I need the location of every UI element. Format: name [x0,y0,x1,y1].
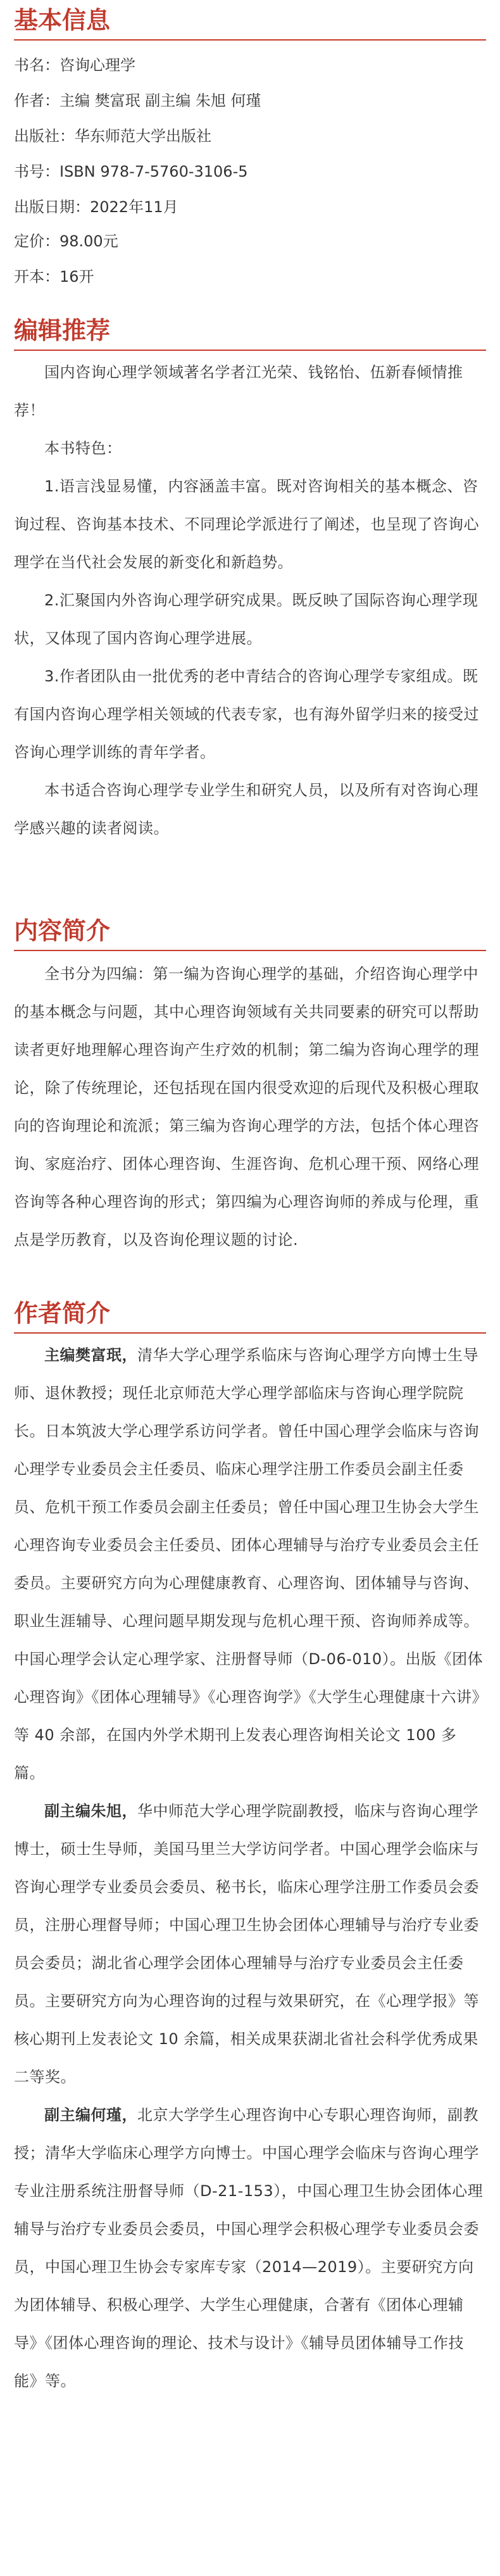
summary-body [14,955,486,1259]
author-name: 主编樊富珉， [44,1346,137,1364]
book-isbn: 书号：ISBN 978-7-5760-3106-5 [14,163,248,180]
section-recommendation [14,317,486,351]
divider [14,1332,486,1334]
section-title-authors: 作者简介 [14,1299,111,1327]
book-publisher: 出版社：华东师范大学出版社 [14,127,211,145]
author-text: 清华大学心理学系临床与咨询心理学方向博士生导师、退休教授；现任北京师范大学心理学部临床与咨询心理学院院长。日本筑波大学心理学系访问学者。曾任中国心理学会临床与咨询心理学专业委员会主任委员、临床心理学注册工作委员会副主任委员、危机干预工作委员会副主任委员；曾任中国心理卫生协会大学生心理咨询专业委员会主任委员、团体心理辅导与治疗专业委员会主任委员。主要研究方向为心理健康教育、心理咨询、团体辅导与咨询、职业生涯辅导、心理问题早期发现与危机心理干预、咨询师养成等。中国心理学会认定心理学家、注册督导师（D-06-010）。出版《团体心理咨询》《团体心理辅导》《心理咨询学》《大学生心理健康十六讲》等 40 余部，在国内外学术期刊上发表心理咨询相关论文 100 多篇。 [14,1346,484,1782]
divider [14,350,486,351]
author-bio [14,2096,486,2400]
book-format: 开本：16开 [14,268,94,286]
section-title-recommendation: 编辑推荐 [14,317,111,344]
section-authors [14,1299,486,1334]
recommendation-paragraph: 国内咨询心理学领域著名学者江光荣、钱铭怡、伍新春倾情推荐！ [14,363,463,419]
section-basic-info [14,0,486,41]
section-title-summary: 内容简介 [14,917,111,945]
author-name: 副主编何瑾， [44,2106,137,2124]
recommendation-paragraph: 1.语言浅显易懂，内容涵盖丰富。既对咨询相关的基本概念、咨询过程、咨询基本技术、不同理论学派进行了阐述，也呈现了咨询心理学在当代社会发展的新变化和新趋势。 [14,477,479,571]
divider [14,950,486,951]
book-price: 定价：98.00元 [14,232,118,250]
recommendation-paragraph: 2.汇聚国内外咨询心理学研究成果。既反映了国际咨询心理学现状，又体现了国内咨询心理学进展。 [14,591,478,647]
recommendation-paragraph: 本书特色： [44,439,122,457]
recommendation-body [14,353,486,847]
recommendation-paragraph: 3.作者团队由一批优秀的老中青结合的咨询心理学专家组成。既有国内咨询心理学相关领域的代表专家，也有海外留学归来的接受过咨询心理学训练的青年学者。 [14,667,479,761]
author-name: 副主编朱旭， [44,1802,137,1820]
authors-body [14,1336,486,2400]
section-summary [14,917,486,951]
author-text: 华中师范大学心理学院副教授，临床与咨询心理学博士，硕士生导师，美国马里兰大学访问学者。中国心理学会临床与咨询心理学专业委员会委员、秘书长，临床心理学注册工作委员会委员，注册心理督导师；中国心理卫生协会团体心理辅导与治疗专业委员会委员；湖北省心理学会团体心理辅导与治疗专业委员会主任委员。主要研究方向为心理咨询的过程与效果研究，在《心理学报》等核心期刊上发表论文 10 余篇，相关成果获湖北省社会科学优秀成果二等奖。 [14,1802,479,2086]
recommendation-paragraph: 本书适合咨询心理学专业学生和研究人员，以及所有对咨询心理学感兴趣的读者阅读。 [14,781,478,837]
author-bio [14,1336,486,1792]
summary-paragraph: 全书分为四编：第一编为咨询心理学的基础，介绍咨询心理学中的基本概念与问题，其中心理咨询领域有关共同要素的研究可以帮助读者更好地理解心理咨询产生疗效的机制；第二编为咨询心理学的理论，除了传统理论，还包括现在国内很受欢迎的后现代及积极心理取向的咨询理论和流派；第三编为咨询心理学的方法，包括个体心理咨询、家庭治疗、团体心理咨询、生涯咨询、危机心理干预、网络心理咨询等各种心理咨询的形式；第四编为心理咨询师的养成与伦理，重点是学历教育，以及咨询伦理议题的讨论. [14,965,479,1249]
book-authors: 作者：主编 樊富珉 副主编 朱旭 何瑾 [14,92,261,110]
author-text: 北京大学学生心理咨询中心专职心理咨询师，副教授；清华大学临床心理学方向博士。中国心理学会临床与咨询心理学专业注册系统注册督导师（D-21-153），中国心理卫生协会团体心理辅导与治疗专业委员会委员，中国心理学会积极心理学专业委员会委员，中国心理卫生协会专家库专家（2014—2019）。主要研究方向为团体辅导、积极心理学、大学生心理健康，合著有《团体心理辅导》《团体心理咨询的理论、技术与设计》《辅导员团体辅导工作技能》等。 [14,2106,484,2390]
section-title-basic-info: 基本信息 [14,6,111,34]
book-name: 书名：咨询心理学 [14,56,135,74]
author-bio [14,1792,486,2096]
divider [14,39,486,41]
book-pub-date: 出版日期：2022年11月 [14,198,178,216]
